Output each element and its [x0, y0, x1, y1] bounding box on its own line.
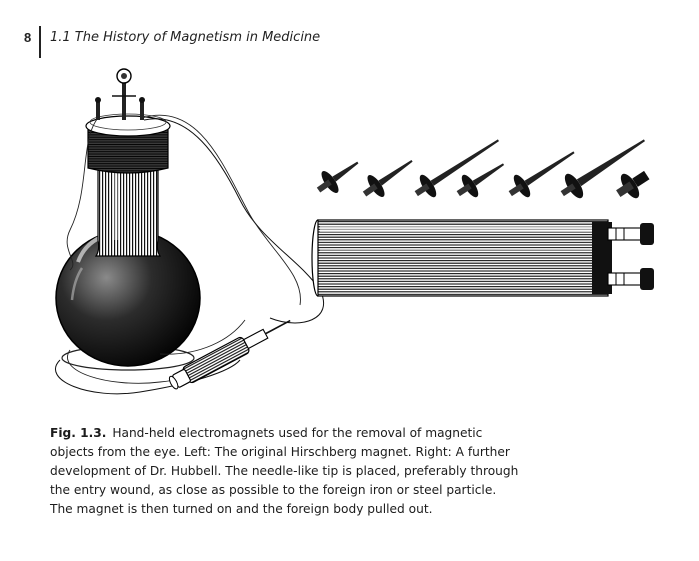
hirschberg-magnet — [55, 69, 323, 394]
hubbell-magnet — [312, 220, 654, 296]
needle-tips — [311, 129, 654, 206]
figure-caption-text: Hand-held electromagnets used for the removal of magnetic objects from the eye. Left: The original Hirschberg magnet. Right: A further development of Dr. Hubbell. The needle-like tip is placed, preferably through the entry wound, as close as possible to the foreign iron or steel particle. The magnet is then turned on and the foreign body pulled out. — [50, 426, 519, 516]
running-head: 1.1 The History of Magnetism in Medicine — [50, 30, 321, 45]
page-number: 8 — [24, 30, 32, 45]
figure-caption — [50, 424, 520, 519]
figure-label: Fig. 1.3. — [50, 426, 107, 440]
